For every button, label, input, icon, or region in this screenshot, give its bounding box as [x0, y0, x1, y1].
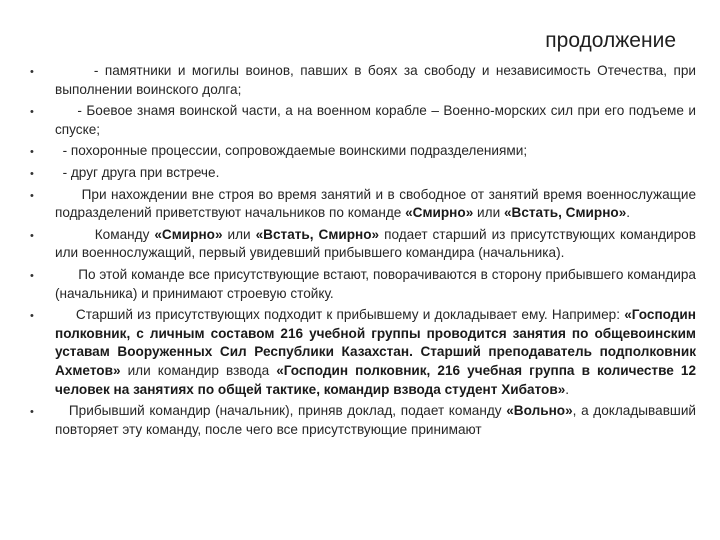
item-indent — [55, 403, 69, 418]
item-indent — [55, 103, 77, 118]
item-indent — [55, 143, 63, 158]
command-text: «Встать, Смирно» — [255, 226, 380, 242]
command-text: «Смирно» — [154, 226, 223, 242]
bullet-item — [55, 402, 696, 439]
item-text: , а докладывавший повторяет эту команду, после чего все присутствующие принимают — [55, 403, 697, 437]
item-text: При нахождении вне строя во время занятий и в свободное от занятий время военнослужащие подразделений приветствуют начальников по команде — [55, 186, 696, 221]
item-indent — [55, 307, 76, 322]
bullet-item — [55, 164, 696, 183]
bullet-item — [55, 226, 696, 263]
bullet-item — [55, 62, 696, 99]
item-text: - памятники и могилы воинов, павших в боях за свободу и независимость Отечества, при выполнении воинского долга; — [55, 63, 696, 97]
item-text: Прибывший командир (начальник), приняв доклад, подает команду — [68, 403, 507, 419]
item-indent — [55, 227, 95, 242]
command-text: «Смирно» — [405, 205, 474, 221]
report-example: «Господин полковник, с личным составом 216 учебной группы проводится занятия по общевоинским уставам Вооруженных Сил Республики Казахстан. Старший преподаватель подполковник Ахметов» — [55, 307, 696, 378]
bullet-item — [55, 266, 696, 303]
item-indent — [55, 63, 94, 78]
item-text: или командир взвода — [120, 362, 277, 378]
item-text: или — [222, 226, 256, 242]
item-text: - Боевое знамя воинской части, а на военном корабле – Военно-морских сил при его подъеме и спуске; — [55, 103, 696, 137]
report-example: «Господин полковник, 216 учебная группа в количестве 12 человек на занятиях по общей тактике, командир взвода студент Хибатов» — [55, 362, 697, 397]
item-text: - друг друга при встрече. — [62, 164, 220, 180]
bullet-item — [55, 102, 696, 139]
slide-title: продолжение — [545, 29, 676, 52]
item-text: или — [473, 205, 504, 221]
item-text: - похоронные процессии, сопровождаемые воинскими подразделениями; — [62, 143, 528, 159]
item-text: По этой команде все присутствующие встают, поворачиваются в сторону прибывшего командира (начальника) и принимают строевую стойку. — [55, 266, 696, 301]
bullet-item — [55, 306, 696, 399]
item-text: Старший из присутствующих подходит к прибывшему и докладывает ему. Например: — [75, 307, 625, 323]
bullet-list — [0, 62, 720, 439]
item-text: . — [565, 381, 570, 397]
bullet-item — [55, 142, 696, 161]
item-indent — [55, 187, 82, 202]
item-text: . — [626, 205, 631, 221]
item-text: Команду — [94, 226, 155, 242]
item-indent — [55, 267, 78, 282]
item-text: подает старший из присутствующих командиров или военнослужащий, первый увидевший прибывшего командира (начальника). — [55, 226, 696, 261]
command-text: «Встать, Смирно» — [503, 205, 627, 221]
bullet-item — [55, 186, 696, 223]
command-text: «Вольно» — [506, 403, 573, 419]
item-indent — [55, 165, 63, 180]
